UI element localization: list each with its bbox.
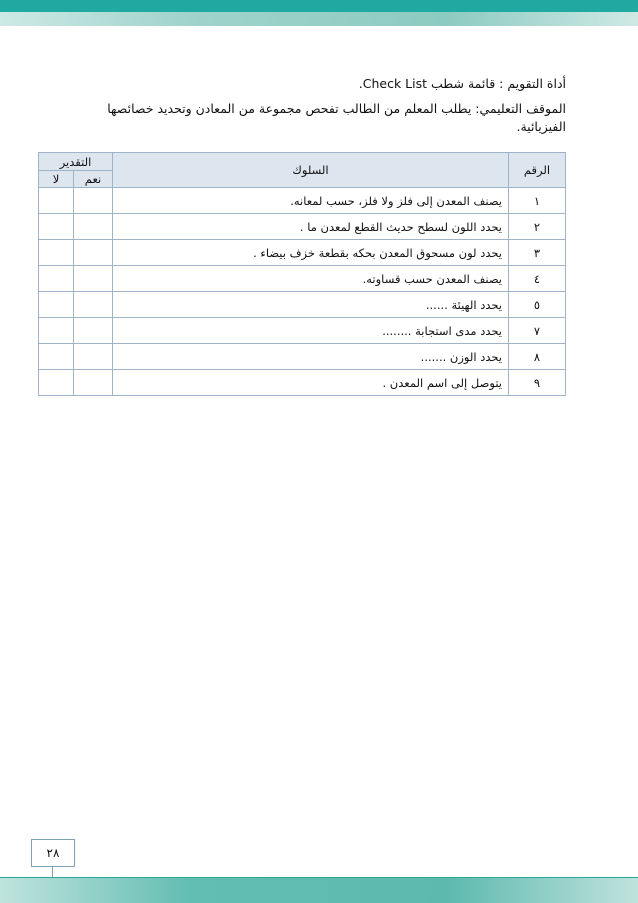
yes-cell[interactable] <box>74 344 113 370</box>
row-number: ٣ <box>509 240 566 266</box>
checklist-table <box>38 152 566 396</box>
header-yes: نعم <box>74 171 113 188</box>
row-behavior: يحدد الوزن ....... <box>113 344 509 370</box>
table-row <box>39 292 566 318</box>
evaluation-tool-line: أداة التقويم : قائمة شطب Check List. <box>358 76 566 91</box>
yes-cell[interactable] <box>74 292 113 318</box>
no-cell[interactable] <box>39 318 74 344</box>
row-behavior: يصنف المعدن حسب قساوته. <box>113 266 509 292</box>
row-behavior: يتوصل إلى اسم المعدن . <box>113 370 509 396</box>
yes-cell[interactable] <box>74 318 113 344</box>
table-row <box>39 214 566 240</box>
top-band <box>0 0 638 12</box>
no-cell[interactable] <box>39 266 74 292</box>
row-number: ٥ <box>509 292 566 318</box>
situation-line-2: الفيزيائية. <box>516 119 566 134</box>
table-row <box>39 266 566 292</box>
row-behavior: يحدد لون مسحوق المعدن بحكه بقطعة خزف بيضاء . <box>113 240 509 266</box>
table-row <box>39 370 566 396</box>
situation-line-1: الموقف التعليمي: يطلب المعلم من الطالب تفحص مجموعة من المعادن وتحديد خصائصها <box>107 101 566 116</box>
yes-cell[interactable] <box>74 266 113 292</box>
header-no: لا <box>39 171 74 188</box>
header-rating: التقدير <box>39 153 113 171</box>
yes-cell[interactable] <box>74 188 113 214</box>
row-behavior: يحدد الهيئة ...... <box>113 292 509 318</box>
top-band-gradient <box>0 12 638 26</box>
row-behavior: يحدد مدى استجابة ........ <box>113 318 509 344</box>
yes-cell[interactable] <box>74 370 113 396</box>
row-number: ٢ <box>509 214 566 240</box>
header-number: الرقم <box>509 153 566 188</box>
row-number: ٤ <box>509 266 566 292</box>
yes-cell[interactable] <box>74 240 113 266</box>
no-cell[interactable] <box>39 240 74 266</box>
row-number: ٨ <box>509 344 566 370</box>
row-number: ١ <box>509 188 566 214</box>
table-row <box>39 344 566 370</box>
bottom-band <box>0 878 638 903</box>
row-behavior: يحدد اللون لسطح حديث القطع لمعدن ما . <box>113 214 509 240</box>
table-row <box>39 240 566 266</box>
no-cell[interactable] <box>39 188 74 214</box>
row-number: ٩ <box>509 370 566 396</box>
row-number: ٧ <box>509 318 566 344</box>
page-number: ٢٨ <box>31 839 75 867</box>
row-behavior: يصنف المعدن إلى فلز ولا فلز، حسب لمعانه. <box>113 188 509 214</box>
no-cell[interactable] <box>39 214 74 240</box>
no-cell[interactable] <box>39 292 74 318</box>
header-behavior: السلوك <box>113 153 509 188</box>
no-cell[interactable] <box>39 344 74 370</box>
no-cell[interactable] <box>39 370 74 396</box>
table-row <box>39 318 566 344</box>
yes-cell[interactable] <box>74 214 113 240</box>
table-row <box>39 188 566 214</box>
